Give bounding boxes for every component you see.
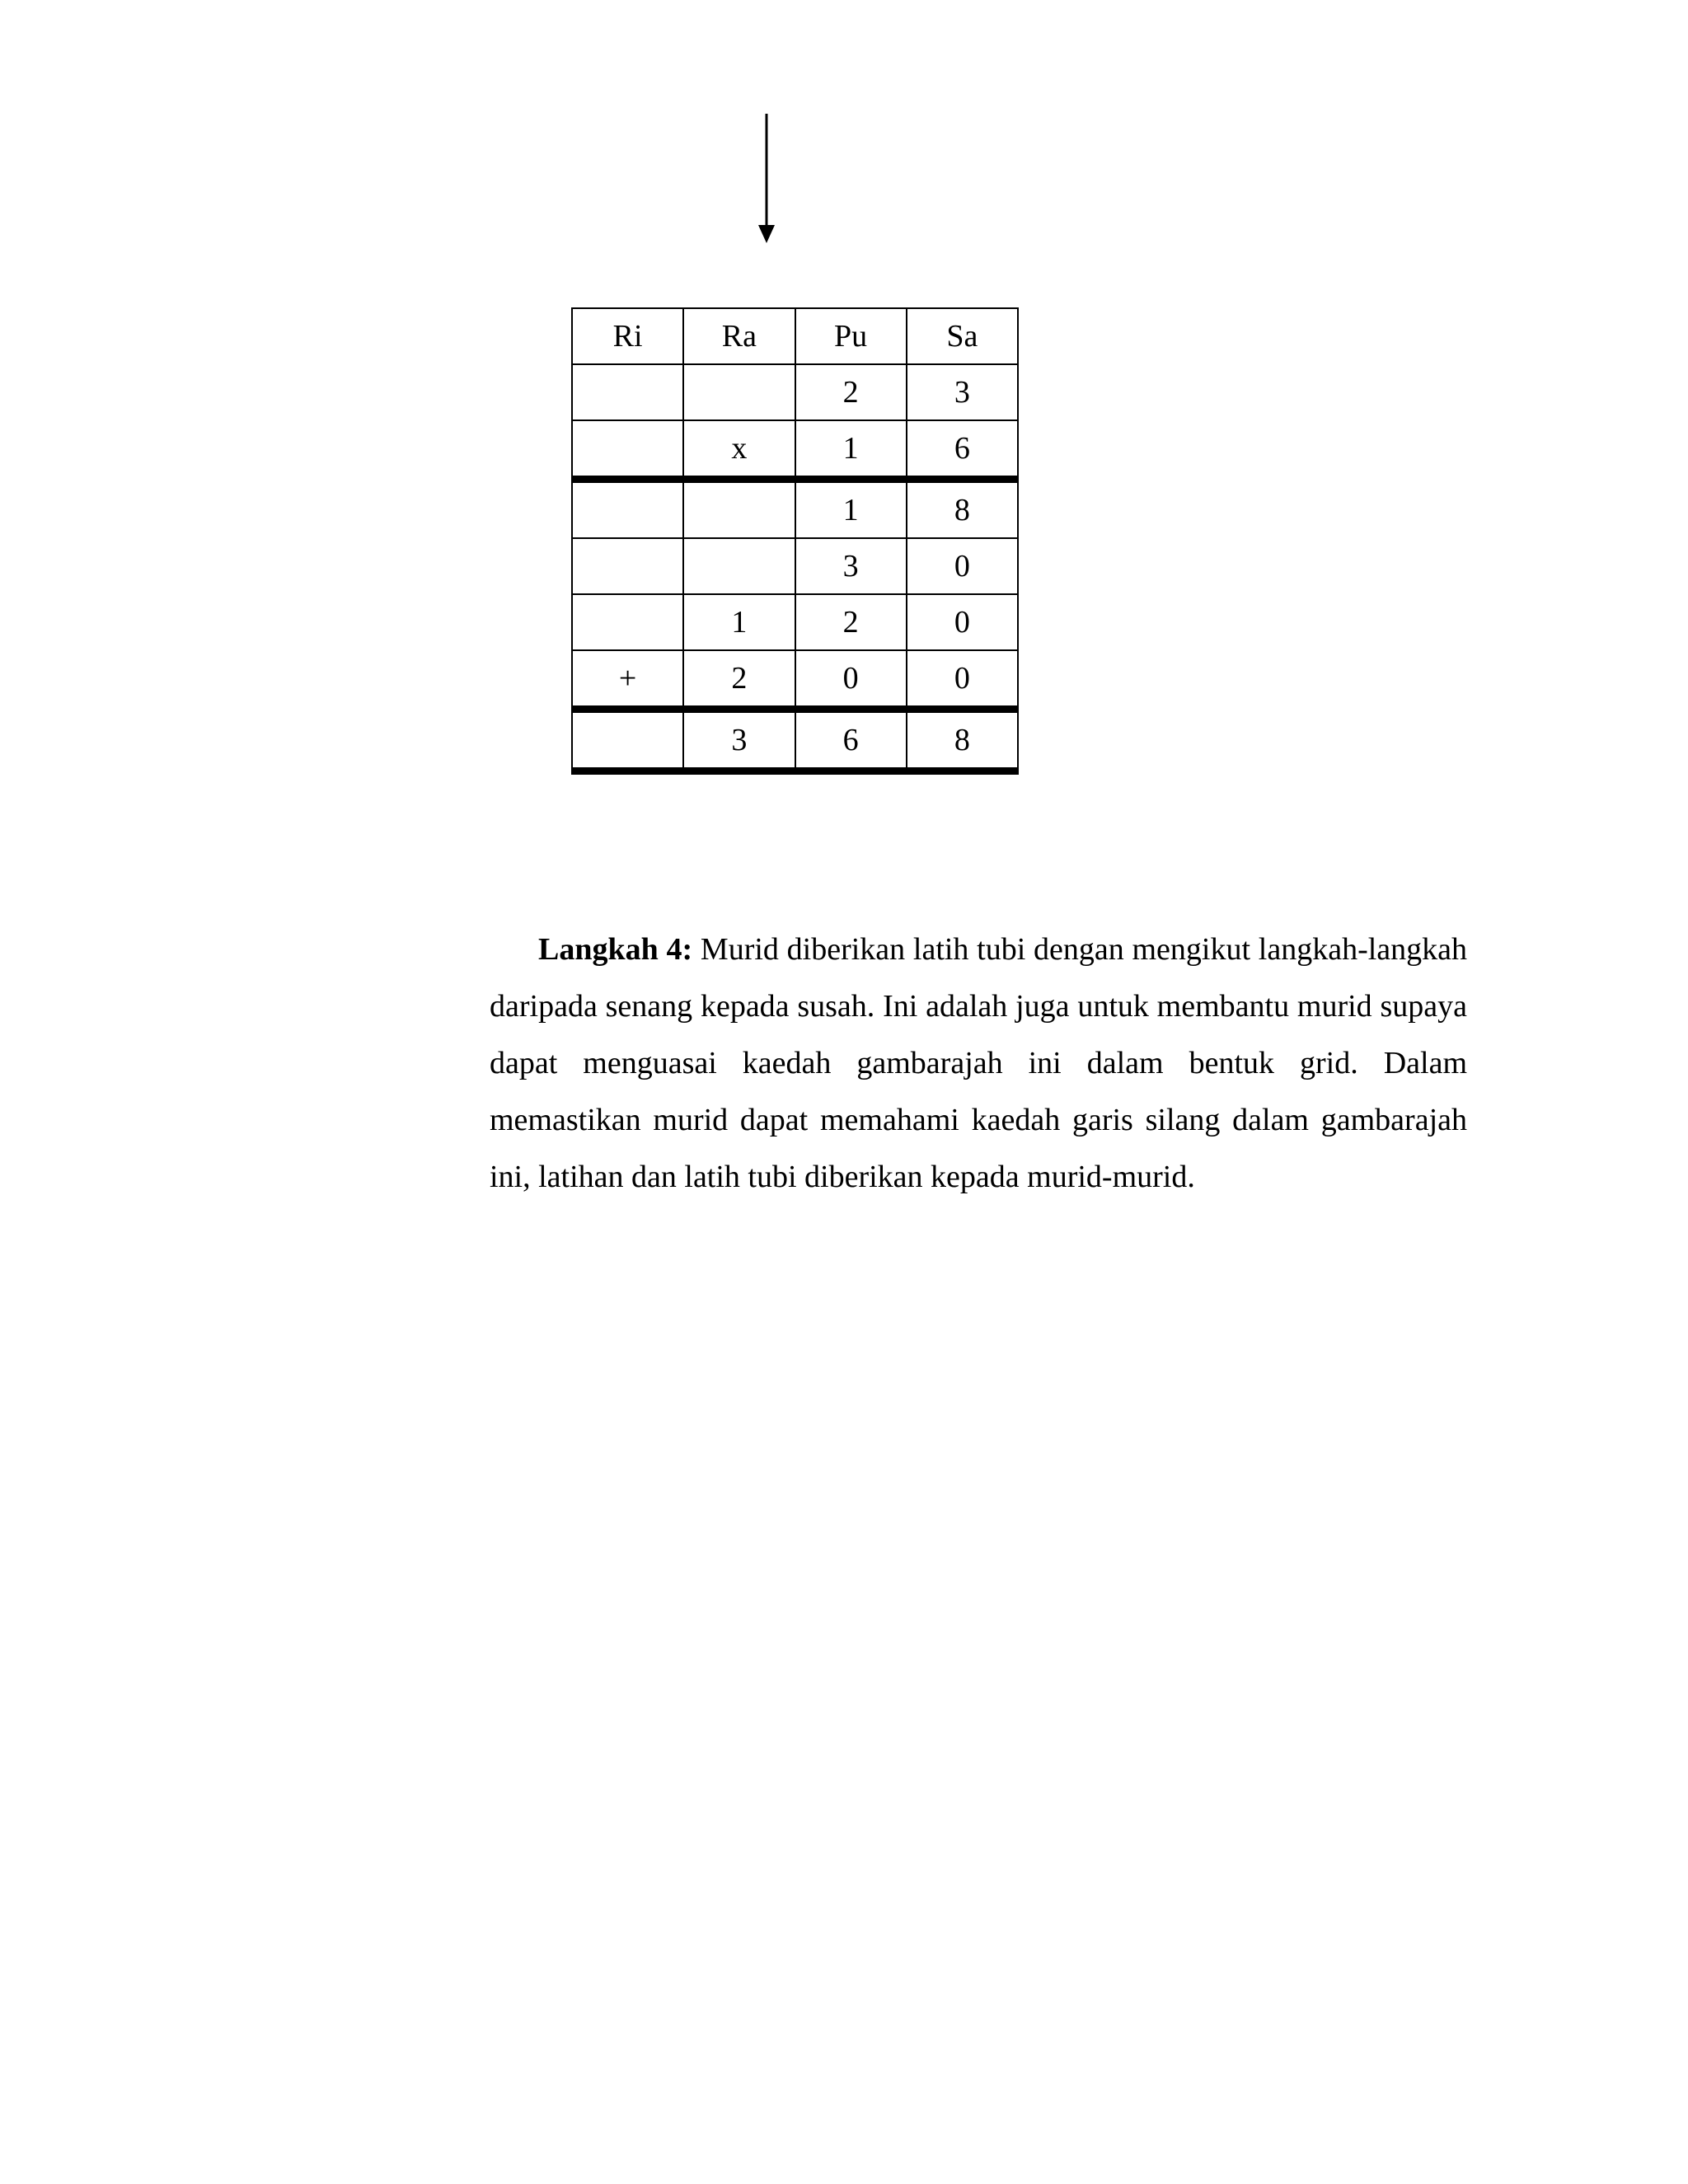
- multiplication-grid: [571, 307, 1019, 775]
- grid-cell: [683, 538, 795, 594]
- grid-row: [572, 538, 1018, 594]
- header-cell: Ra: [683, 308, 795, 364]
- grid-cell: 1: [795, 420, 907, 480]
- grid-cell: 0: [795, 650, 907, 710]
- grid-cell: [572, 480, 683, 539]
- grid-cell: 1: [683, 594, 795, 650]
- grid-cell: +: [572, 650, 683, 710]
- grid-row: [572, 594, 1018, 650]
- header-cell: Pu: [795, 308, 907, 364]
- grid-cell: 8: [907, 710, 1018, 771]
- grid-cell: 3: [683, 710, 795, 771]
- header-cell: Sa: [907, 308, 1018, 364]
- grid-cell: [683, 364, 795, 420]
- grid-cell: 3: [795, 538, 907, 594]
- grid-row: [572, 650, 1018, 710]
- grid-cell: 8: [907, 480, 1018, 539]
- grid-cell: 3: [907, 364, 1018, 420]
- grid-cell: 2: [795, 364, 907, 420]
- grid-cell: [572, 420, 683, 480]
- grid-cell: [572, 364, 683, 420]
- grid-cell: [683, 480, 795, 539]
- grid-row: [572, 480, 1018, 539]
- grid-cell: [572, 594, 683, 650]
- step-text: Murid diberikan latih tubi dengan mengikut langkah-langkah daripada senang kepada susah. Ini adalah juga untuk membantu murid supaya dapat menguasai kaedah gambarajah ini dalam bentuk grid. Dalam memastikan murid dapat memahami kaedah garis silang dalam gambarajah ini, latihan dan latih tubi diberikan kepada murid-murid.: [490, 932, 1468, 1194]
- grid-cell: 0: [907, 650, 1018, 710]
- grid-cell: [572, 538, 683, 594]
- header-cell: Ri: [572, 308, 683, 364]
- grid-cell: 0: [907, 594, 1018, 650]
- grid-cell: 6: [907, 420, 1018, 480]
- grid-total-row: [572, 710, 1018, 771]
- step-paragraph: [490, 921, 1467, 1206]
- grid-row: [572, 364, 1018, 420]
- grid-cell: 6: [795, 710, 907, 771]
- grid-row: [572, 420, 1018, 480]
- step-label: Langkah 4:: [538, 932, 693, 967]
- grid-cell: x: [683, 420, 795, 480]
- down-arrow-icon: [756, 114, 777, 246]
- grid-cell: 2: [683, 650, 795, 710]
- grid-cell: [572, 710, 683, 771]
- grid-header-row: [572, 308, 1018, 364]
- grid-cell: 0: [907, 538, 1018, 594]
- grid-cell: 1: [795, 480, 907, 539]
- grid-cell: 2: [795, 594, 907, 650]
